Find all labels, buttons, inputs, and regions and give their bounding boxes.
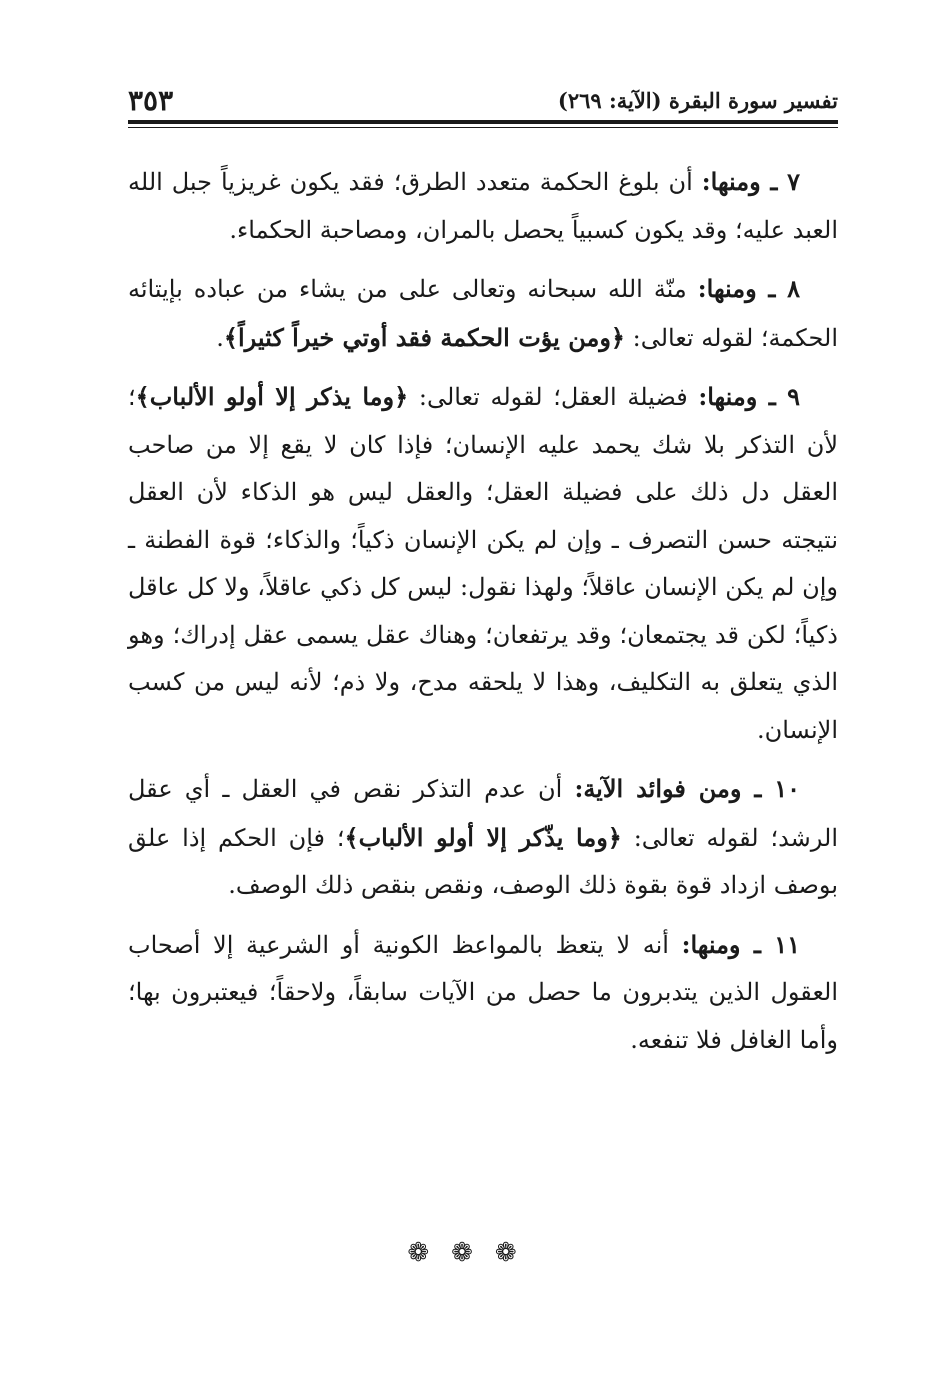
paragraph-11 xyxy=(128,921,838,1065)
page-number: ٣٥٣ xyxy=(128,83,174,117)
paragraph-lead: ٩ ـ ومنها: xyxy=(698,382,801,411)
paragraph-lead: ٧ ـ ومنها: xyxy=(701,167,801,196)
quran-quote: ﴿وما يذكر إلا أولو الألباب﴾ xyxy=(135,382,409,411)
paragraph-tail: . xyxy=(216,323,224,352)
paragraph-text: أن بلوغ الحكمة متعدد الطرق؛ فقد يكون غريزياً جبل الله العبد عليه؛ وقد يكون كسبياً يحصل بالمران، ومصاحبة الحكماء. xyxy=(128,168,838,244)
paragraph-lead: ١١ ـ ومنها: xyxy=(681,929,801,959)
header-title: تفسير سورة البقرة (الآية: ٢٦٩) xyxy=(557,87,838,113)
paragraph-text: فضيلة العقل؛ لقوله تعالى: xyxy=(408,383,699,411)
quran-quote: ﴿وما يذّكر إلا أولو الألباب﴾ xyxy=(344,822,622,852)
paragraph-9 xyxy=(128,373,838,754)
quran-quote: ﴿ومن يؤت الحكمة فقد أوتي خيراً كثيراً﴾ xyxy=(223,322,625,352)
paragraph-text: منّة الله سبحانه وتعالى على من يشاء من عباده بإيتائه الحكمة؛ لقوله تعالى: xyxy=(128,275,838,352)
paragraph-10 xyxy=(128,765,838,910)
section-end-ornament-icon: ❁❁❁ xyxy=(407,1238,539,1268)
paragraph-text: أنه لا يتعظ بالمواعظ الكونية أو الشرعية إلا أصحاب العقول الذين يتدبرون ما حصل من الآيات سابقاً، ولاحقاً؛ فيعتبرون بها؛ وأما الغافل فلا تنفعه. xyxy=(128,930,838,1054)
header-rule-thick xyxy=(128,120,838,124)
paragraph-lead: ١٠ ـ ومن فوائد الآية: xyxy=(574,774,800,803)
paragraph-lead: ٨ ـ ومنها: xyxy=(697,274,801,303)
page-header xyxy=(128,80,838,120)
body-text xyxy=(128,158,838,1075)
header-rule-thin xyxy=(128,127,838,128)
paragraph-tail: ؛ لأن التذكر بلا شك يحمد عليه الإنسان؛ فإذا كان لا يقع إلا من صاحب العقل دل ذلك على فضيلة العقل؛ والعقل ليس هو الذكاء لأن العقل نتيجته حسن التصرف ـ وإن لم يكن الإنسان ذكياً؛ والذكاء؛ قوة الفطنة ـ وإن لم يكن الإنسان عاقلاً؛ ولهذا نقول: ليس كل ذكي عاقلاً، ولا كل عاقل ذكياً؛ لكن قد يجتمعان؛ وقد يرتفعان؛ وهناك عقل يسمى عقل إدراك؛ وهو الذي يتعلق به التكليف، وهذا لا يلحقه مدح، ولا ذم؛ لأنه ليس من كسب الإنسان. xyxy=(128,383,838,744)
paragraph-text: أن عدم التذكر نقص في العقل ـ أي عقل الرشد؛ لقوله تعالى: xyxy=(128,775,839,852)
paragraph-8 xyxy=(128,265,838,362)
paragraph-tail: ؛ فإن الحكم إذا علق بوصف ازداد قوة بقوة ذلك الوصف، ونقص بنقص ذلك الوصف. xyxy=(128,823,838,899)
paragraph-7 xyxy=(128,158,838,254)
